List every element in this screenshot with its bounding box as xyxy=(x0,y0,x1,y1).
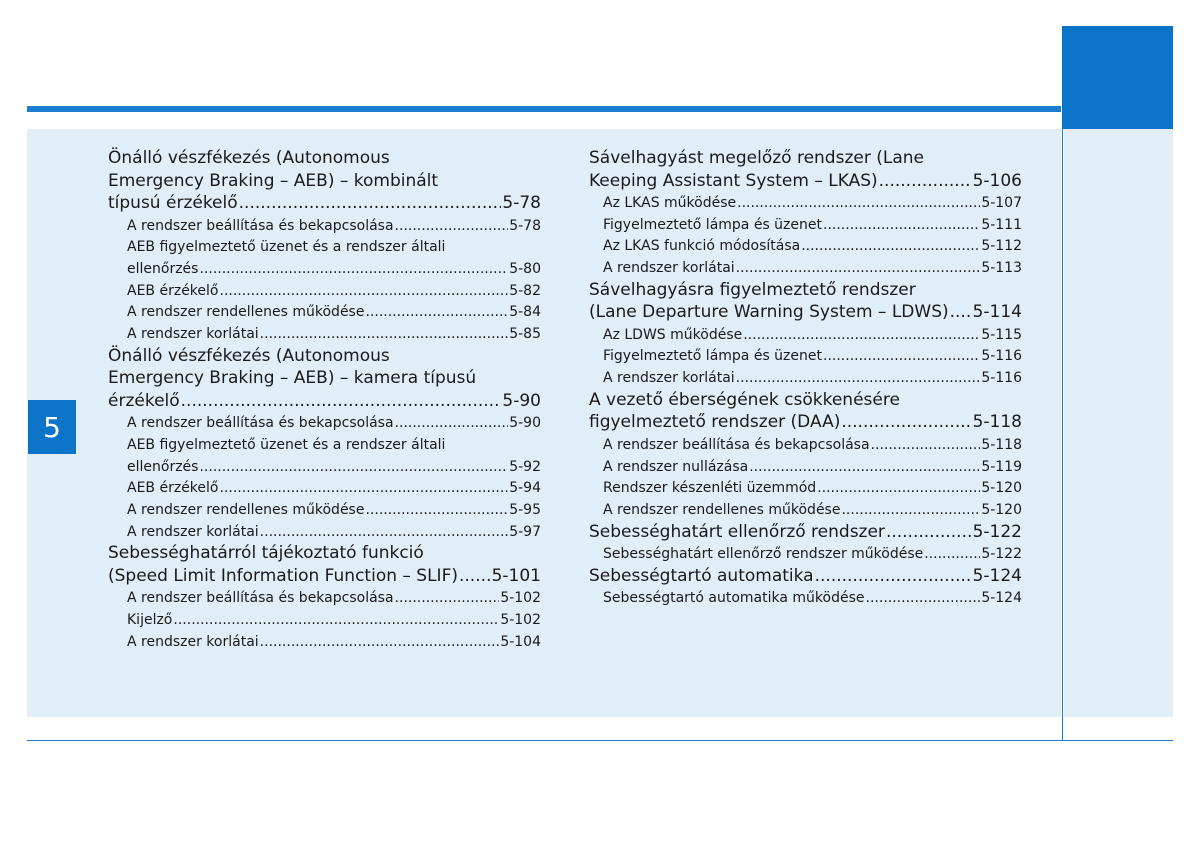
dot-leader xyxy=(801,235,980,257)
toc-title: A rendszer beállítása és bekapcsolása xyxy=(127,217,394,234)
toc-subentry-line: AEB figyelmeztető üzenet és a rendszer általi xyxy=(127,436,446,453)
dot-leader xyxy=(459,565,491,587)
toc-subentry[interactable] xyxy=(589,257,1022,279)
toc-title: A rendszer rendellenes működése xyxy=(127,304,365,321)
dot-leader xyxy=(199,456,508,478)
toc-subentry[interactable] xyxy=(108,521,541,543)
toc-title: AEB érzékelő xyxy=(127,480,219,497)
toc-subentry[interactable] xyxy=(108,587,541,609)
toc-page-number: 5-115 xyxy=(981,326,1022,343)
dot-leader xyxy=(743,324,980,346)
toc-subentry[interactable] xyxy=(589,587,1022,609)
toc-title: A rendszer rendellenes működése xyxy=(127,501,365,518)
dot-leader xyxy=(395,215,509,237)
toc-page-number: 5-80 xyxy=(509,260,541,277)
dot-leader xyxy=(260,631,500,653)
toc-page-number: 5-106 xyxy=(972,170,1022,191)
dot-leader xyxy=(815,565,972,587)
toc-title: A rendszer rendellenes működése xyxy=(603,501,841,518)
toc-title: A rendszer korlátai xyxy=(127,523,259,540)
toc-title: A rendszer korlátai xyxy=(603,370,735,387)
dot-leader xyxy=(173,609,499,631)
toc-title: Rendszer készenléti üzemmód xyxy=(603,480,817,497)
toc-page-number: 5-78 xyxy=(509,217,541,234)
corner-block xyxy=(1062,26,1173,129)
dot-leader xyxy=(239,192,502,214)
vertical-divider xyxy=(1062,129,1063,741)
dot-leader xyxy=(395,587,500,609)
toc-page-number: 5-90 xyxy=(509,415,541,432)
dot-leader xyxy=(365,499,508,521)
toc-subentry[interactable] xyxy=(108,477,541,499)
top-rule xyxy=(27,106,1061,112)
toc-title: Az LKAS működése xyxy=(603,195,737,211)
toc-subentry-line: AEB figyelmeztető üzenet és a rendszer általi xyxy=(127,239,446,256)
dot-leader xyxy=(199,258,508,280)
toc-title: AEB érzékelő xyxy=(127,282,219,299)
toc-subentry[interactable] xyxy=(108,215,541,237)
toc-heading-line: Emergency Braking – AEB) – kamera típusú xyxy=(108,368,477,389)
dot-leader xyxy=(736,257,981,279)
toc-title: A rendszer korlátai xyxy=(603,260,735,277)
toc-title: típusú érzékelő xyxy=(108,193,238,213)
toc-title: figyelmeztető rendszer (DAA) xyxy=(589,412,841,433)
toc-subentry[interactable] xyxy=(589,235,1022,257)
toc-page-number: 5-122 xyxy=(981,546,1022,563)
dot-leader xyxy=(886,521,972,543)
toc-subentry[interactable] xyxy=(108,456,541,478)
dot-leader xyxy=(736,367,981,389)
toc-page-number: 5-84 xyxy=(509,304,541,321)
toc-title: A rendszer beállítása és bekapcsolása xyxy=(127,415,394,432)
dot-leader xyxy=(841,411,971,433)
toc-page-number: 5-111 xyxy=(981,216,1022,233)
toc-subentry[interactable] xyxy=(108,280,541,302)
dot-leader xyxy=(823,214,980,236)
dot-leader xyxy=(220,477,509,499)
toc-title: Kijelző xyxy=(127,611,173,628)
dot-leader xyxy=(260,323,509,345)
toc-title: ellenőrzés xyxy=(127,260,199,277)
toc-heading[interactable] xyxy=(589,565,1022,588)
toc-page-number: 5-92 xyxy=(509,458,541,475)
toc-title: (Lane Departure Warning System – LDWS) xyxy=(589,302,949,323)
toc-heading[interactable] xyxy=(108,192,541,215)
toc-heading[interactable] xyxy=(589,521,1022,544)
toc-page-number: 5-97 xyxy=(509,523,541,540)
toc-subentry[interactable] xyxy=(589,456,1022,478)
toc-title: A rendszer nullázása xyxy=(603,458,749,475)
toc-page-number: 5-82 xyxy=(509,282,541,299)
dot-leader xyxy=(841,499,980,521)
dot-leader xyxy=(866,587,981,609)
toc-title: A rendszer korlátai xyxy=(127,325,259,342)
toc-page-number: 5-112 xyxy=(981,238,1022,255)
chapter-tab: 5 xyxy=(28,400,76,454)
dot-leader xyxy=(395,412,509,434)
toc-title: A rendszer beállítása és bekapcsolása xyxy=(127,590,394,607)
toc-subentry[interactable] xyxy=(108,301,541,323)
side-panel xyxy=(1064,129,1173,717)
toc-page-number: 5-85 xyxy=(509,325,541,342)
toc-page-number: 5-102 xyxy=(500,590,541,607)
toc-page-number: 5-120 xyxy=(981,501,1022,518)
toc-subentry[interactable] xyxy=(589,499,1022,521)
toc-title: Az LKAS funkció módosítása xyxy=(603,238,801,255)
dot-leader xyxy=(749,456,980,478)
toc-subentry[interactable] xyxy=(108,323,541,345)
toc-page-number: 5-107 xyxy=(981,195,1022,211)
toc-heading[interactable] xyxy=(108,565,541,588)
toc-column-left xyxy=(108,147,541,652)
toc-heading-line: Sávelhagyást megelőző rendszer (Lane xyxy=(589,148,924,168)
toc-title: Sebességhatárt ellenőrző rendszer működése xyxy=(603,546,924,563)
dot-leader xyxy=(737,192,980,214)
dot-leader xyxy=(220,280,509,302)
toc-page-number: 5-120 xyxy=(981,480,1022,497)
toc-subentry[interactable] xyxy=(108,631,541,653)
toc-heading[interactable] xyxy=(108,390,541,413)
dot-leader xyxy=(879,170,972,192)
toc-page-number: 5-104 xyxy=(500,633,541,650)
toc-title: A rendszer korlátai xyxy=(127,633,259,650)
dot-leader xyxy=(871,434,981,456)
toc-title: Figyelmeztető lámpa és üzenet xyxy=(603,216,822,233)
bottom-rule xyxy=(27,740,1173,741)
toc-subentry[interactable] xyxy=(589,192,1022,214)
toc-page-number: 5-102 xyxy=(500,611,541,628)
toc-heading-line: Sebességhatárról tájékoztató funkció xyxy=(108,543,424,564)
toc-page-number: 5-118 xyxy=(981,436,1022,453)
toc-title: A rendszer beállítása és bekapcsolása xyxy=(603,436,870,453)
toc-page-number: 5-124 xyxy=(981,590,1022,607)
dot-leader xyxy=(181,390,502,412)
toc-subentry[interactable] xyxy=(589,477,1022,499)
toc-page-number: 5-113 xyxy=(981,260,1022,277)
toc-page-number: 5-118 xyxy=(972,412,1022,433)
toc-page-number: 5-119 xyxy=(981,458,1022,475)
toc-page-number: 5-114 xyxy=(972,302,1022,323)
toc-heading-line: Önálló vészfékezés (Autonomous xyxy=(108,345,390,366)
dot-leader xyxy=(950,301,972,323)
toc-title: (Speed Limit Information Function – SLIF) xyxy=(108,565,458,586)
toc-page-number: 5-94 xyxy=(509,480,541,497)
toc-title: Sebességtartó automatika xyxy=(589,565,814,586)
toc-title: Keeping Assistant System – LKAS) xyxy=(589,170,878,191)
toc-page-number: 5-116 xyxy=(981,370,1022,387)
toc-page-number: 5-90 xyxy=(502,390,541,411)
toc-title: érzékelő xyxy=(108,390,180,411)
toc-subentry[interactable] xyxy=(589,214,1022,236)
toc-page-number: 5-122 xyxy=(972,521,1022,542)
toc-subentry[interactable] xyxy=(589,324,1022,346)
toc-page-number: 5-116 xyxy=(981,348,1022,365)
toc-subentry[interactable] xyxy=(108,499,541,521)
toc-subentry[interactable] xyxy=(589,345,1022,367)
toc-heading-line: Sávelhagyásra figyelmeztető rendszer xyxy=(589,279,916,300)
toc-page-number: 5-95 xyxy=(509,501,541,518)
toc-subentry[interactable] xyxy=(589,434,1022,456)
toc-heading[interactable] xyxy=(589,301,1022,324)
toc-heading[interactable] xyxy=(589,170,1022,193)
toc-page-number: 5-124 xyxy=(972,565,1022,586)
dot-leader xyxy=(365,301,508,323)
dot-leader xyxy=(924,543,980,565)
toc-title: Az LDWS működése xyxy=(603,326,743,343)
toc-subentry[interactable] xyxy=(589,543,1022,565)
toc-subentry[interactable] xyxy=(108,412,541,434)
toc-heading-line: Önálló vészfékezés (Autonomous xyxy=(108,148,390,168)
dot-leader xyxy=(260,521,509,543)
toc-heading-line: Emergency Braking – AEB) – kombinált xyxy=(108,170,439,191)
toc-title: Sebességtartó automatika működése xyxy=(603,590,865,607)
toc-column-right xyxy=(589,147,1022,609)
toc-title: Figyelmeztető lámpa és üzenet xyxy=(603,348,822,365)
toc-subentry[interactable] xyxy=(108,609,541,631)
toc-subentry[interactable] xyxy=(108,258,541,280)
toc-page-number: 5-78 xyxy=(502,193,541,213)
toc-title: Sebességhatárt ellenőrző rendszer xyxy=(589,521,885,542)
toc-page-number: 5-101 xyxy=(491,565,541,586)
dot-leader xyxy=(823,345,980,367)
toc-heading[interactable] xyxy=(589,411,1022,434)
toc-subentry[interactable] xyxy=(589,367,1022,389)
toc-title: ellenőrzés xyxy=(127,458,199,475)
dot-leader xyxy=(817,477,980,499)
toc-heading-line: A vezető éberségének csökkenésére xyxy=(589,389,900,410)
